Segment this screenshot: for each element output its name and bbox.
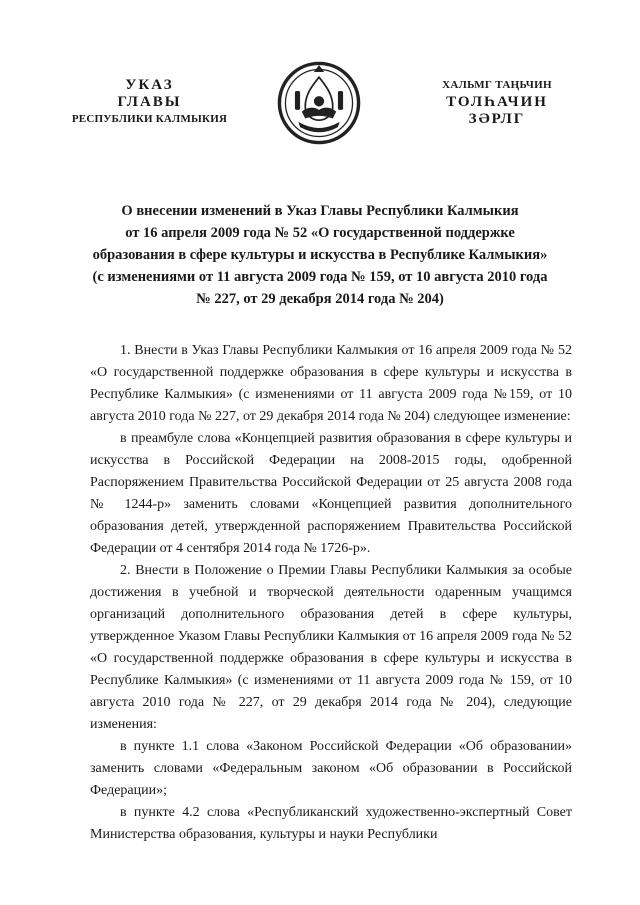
paragraph-3: 2. Внести в Положение о Премии Главы Республики Калмыкия за особые достижения в учебной и творческой деятельности одаренным учащимся организаций дополнительного образования детей в сфере культуры, утвержденное Указом Главы Республики Калмыкия от 16 апреля 2009 года № 52 «О государственной поддержке образования в сфере культуры и искусства в Республике Калмыкия» (с изменениями от 11 августа 2009 года № 159, от 10 августа 2010 года № 227, от 29 декабря 2014 года № 204), следующие изменения: xyxy=(90,563,572,732)
decree-title xyxy=(70,200,570,310)
header-left-line3: РЕСПУБЛИКИ КАЛМЫКИЯ xyxy=(71,113,228,125)
title-line: (с изменениями от 11 августа 2009 года № 159, от 10 августа 2010 года xyxy=(92,269,548,285)
header-right-line3: ЗӘРЛГ xyxy=(468,111,526,127)
header-left-line1: УКАЗ xyxy=(125,77,174,93)
header-right-line1: ХАЛЬМГ ТАҢЬЧИН xyxy=(442,79,552,91)
paragraph-5: в пункте 4.2 слова «Республиканский художественно-экспертный Совет Министерства образования, культуры и науки Республики xyxy=(90,805,572,842)
header-left-line2: ГЛАВЫ xyxy=(117,94,182,110)
paragraph-4: в пункте 1.1 слова «Законом Российской Федерации «Об образовании» заменить словами «Федеральным законом «Об образовании в Российской Федерации»; xyxy=(90,739,572,798)
paragraph-2: в преамбуле слова «Концепцией развития образования в сфере культуры и искусства в Российской Федерации на 2008-2015 годы, одобренной Распоряжением Правительства Российской Федерации от 25 августа 2008 года № 1244-р» заменить словами «Концепцией развития дополнительного образования детей, утвержденной распоряжением Правительства Российской Федерации от 4 сентября 2014 года № 1726-р». xyxy=(90,431,572,556)
paragraph-1: 1. Внести в Указ Главы Республики Калмыкия от 16 апреля 2009 года № 52 «О государственной поддержке образования в сфере культуры и искусства в Республике Калмыкия» (с изменениями от 11 августа 2009 года №159, от 10 августа 2010 года № 227, от 29 декабря 2014 года № 204) следующее изменение: xyxy=(90,343,572,424)
header-right xyxy=(412,77,582,128)
header-right-line2: ТОЛҺАЧИН xyxy=(446,94,548,110)
title-line: образования в сфере культуры и искусства в Республике Калмыкия» xyxy=(92,247,548,263)
title-line: от 16 апреля 2009 года № 52 «О государственной поддержке xyxy=(125,225,515,241)
header-left xyxy=(62,77,237,128)
title-line: № 227, от 29 декабря 2014 года № 204) xyxy=(196,291,444,307)
kalmykia-coat-of-arms-icon xyxy=(276,60,362,146)
decree-body xyxy=(90,340,572,846)
title-line: О внесении изменений в Указ Главы Республики Калмыкия xyxy=(121,203,519,219)
